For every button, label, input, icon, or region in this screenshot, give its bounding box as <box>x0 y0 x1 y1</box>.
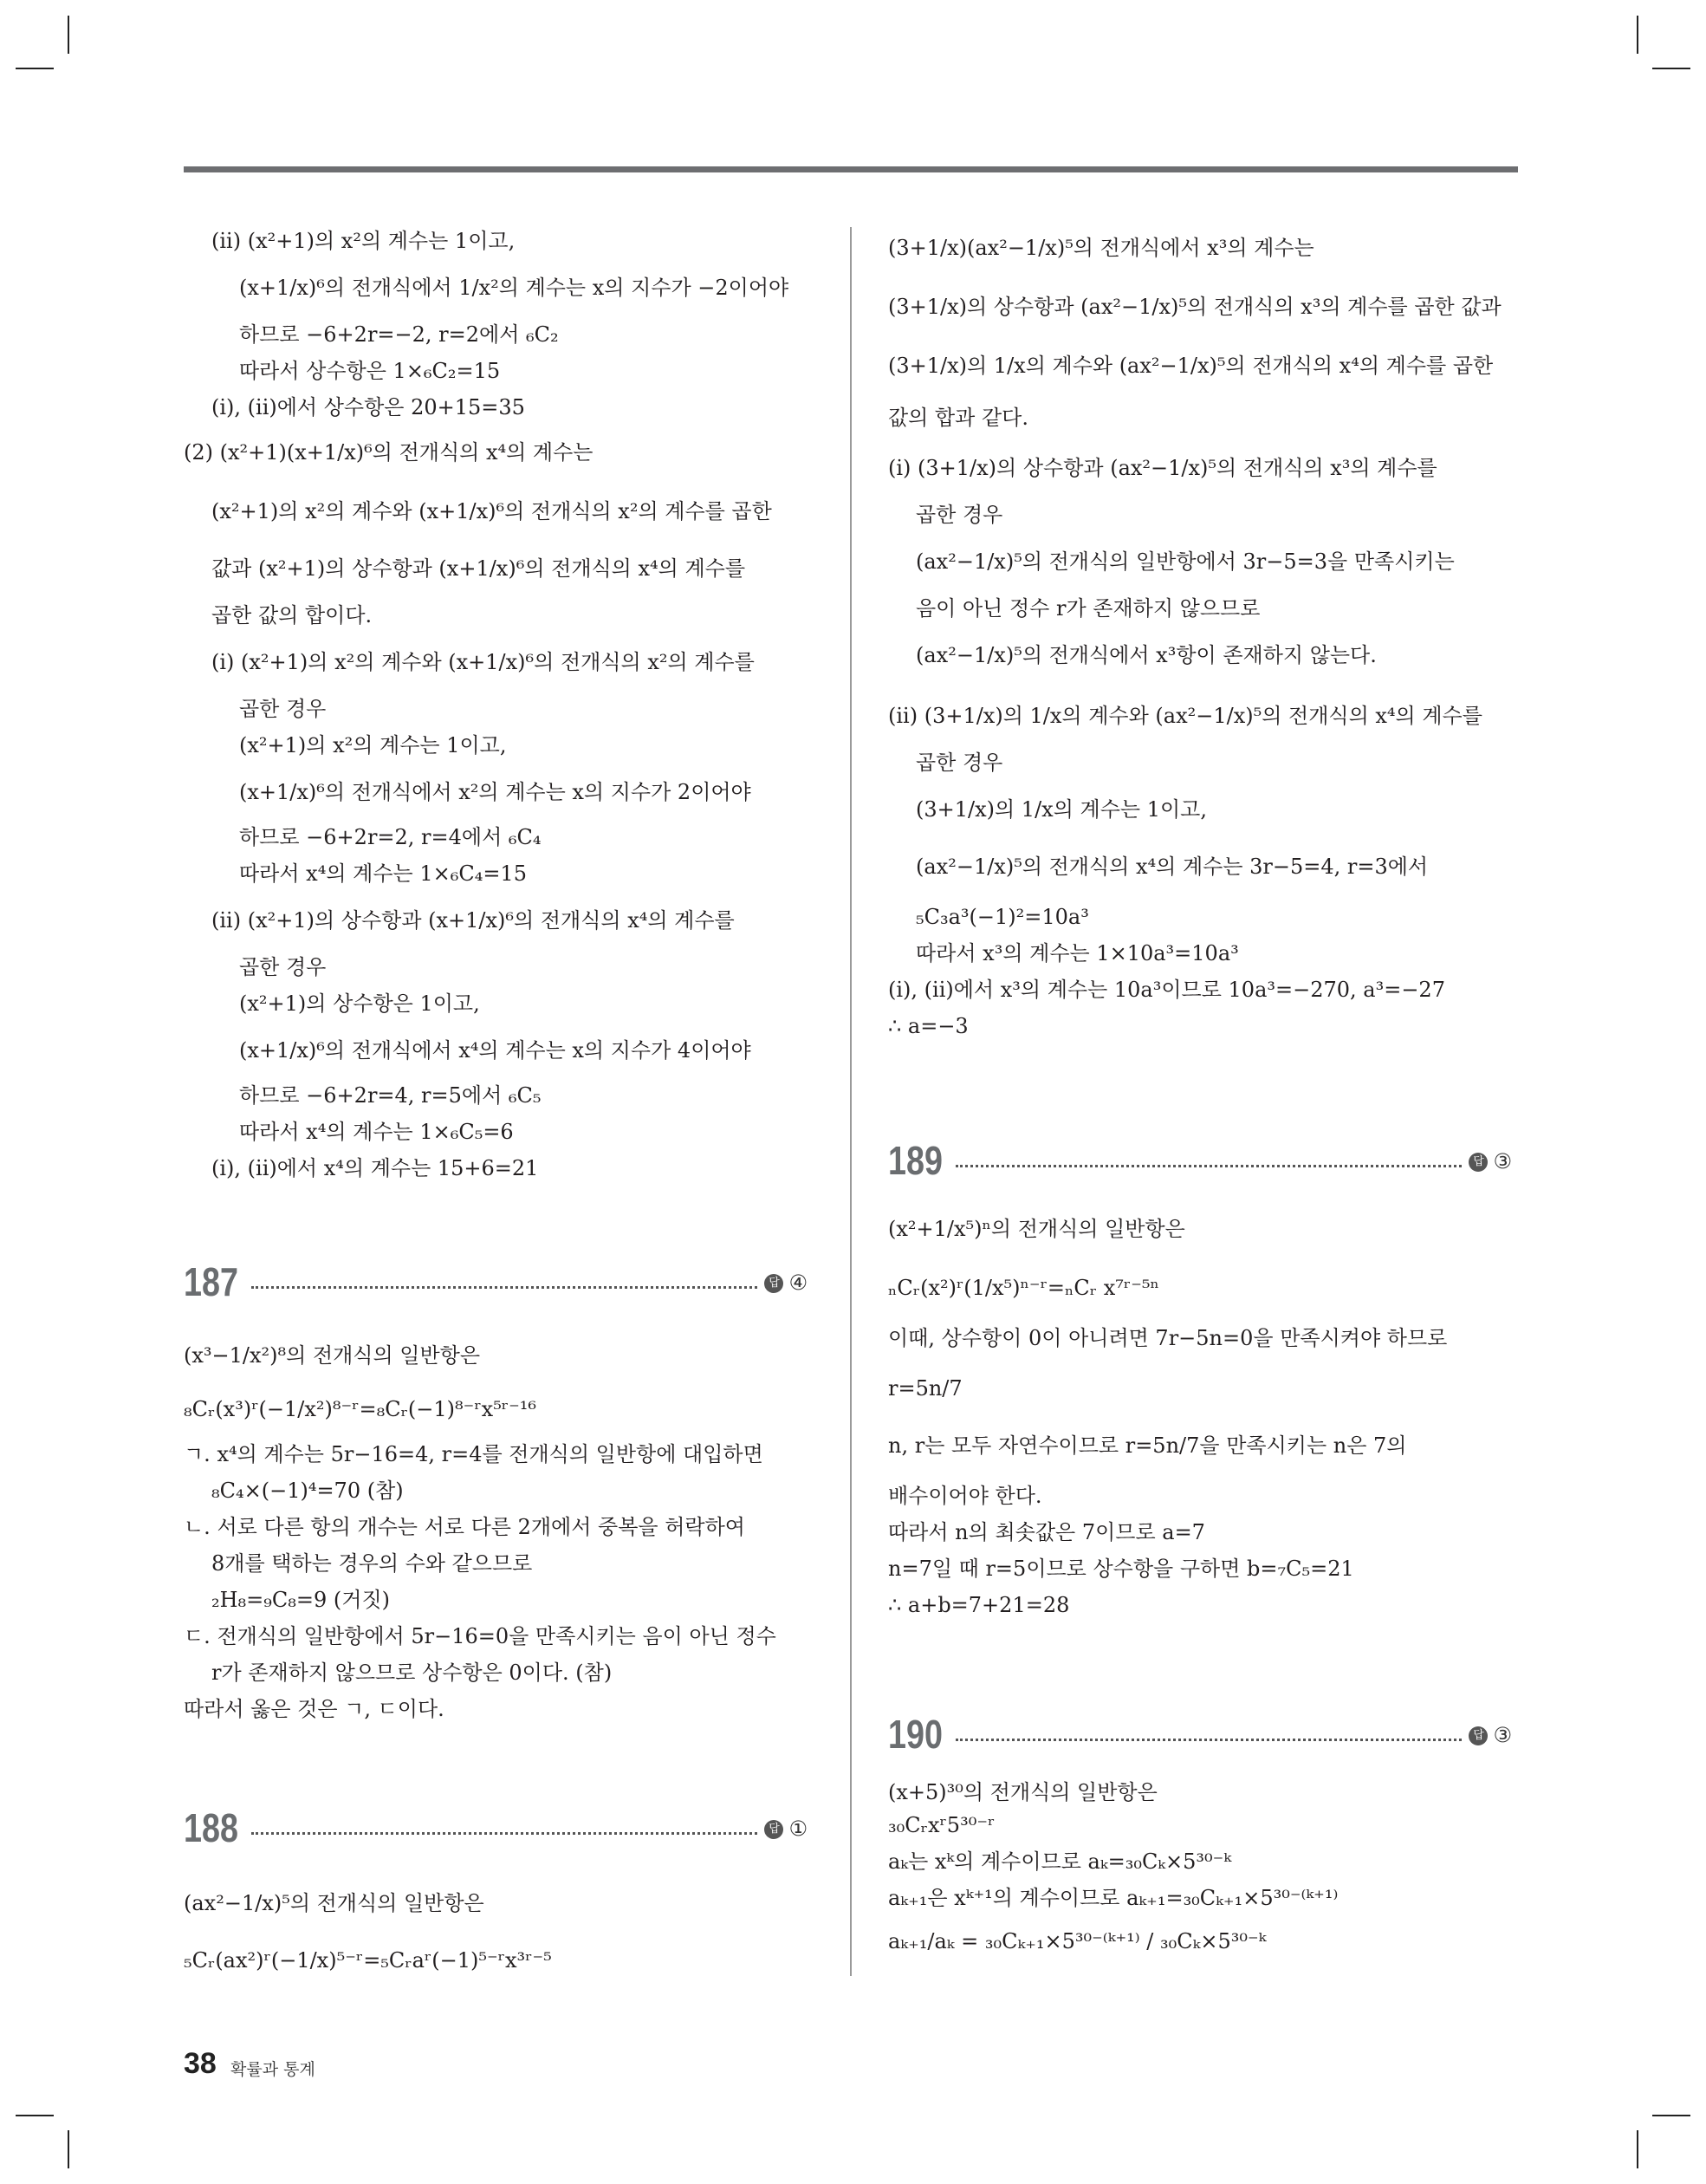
text-line: (x+1/x)⁶의 전개식에서 x⁴의 계수는 x의 지수가 4이어야 <box>239 1038 751 1063</box>
text-line: (i), (ii)에서 x³의 계수는 10a³이므로 10a³=−270, a³=−27 <box>888 978 1445 1002</box>
text-line: (x²+1)의 x²의 계수와 (x+1/x)⁶의 전개식의 x²의 계수를 곱한 <box>211 499 772 523</box>
crop-mark <box>1637 2130 1638 2168</box>
text-line: n=7일 때 r=5이므로 상수항을 구하면 b=₇C₅=21 <box>888 1557 1354 1581</box>
problem-header-190 <box>888 1711 1512 1763</box>
leader-dots <box>956 1739 1462 1741</box>
text-line: 따라서 x⁴의 계수는 1×₆C₄=15 <box>239 861 527 886</box>
crop-mark <box>16 2115 54 2116</box>
crop-mark <box>1652 2115 1690 2116</box>
text-line: (x²+1)의 x²의 계수는 1이고, <box>239 733 507 757</box>
crop-mark <box>1637 16 1638 54</box>
text-line: (3+1/x)(ax²−1/x)⁵의 전개식에서 x³의 계수는 <box>888 236 1314 260</box>
text-line: ㄷ. 전개식의 일반항에서 5r−16=0을 만족시키는 음이 아닌 정수 <box>184 1624 776 1648</box>
text-line: (ii) (x²+1)의 x²의 계수는 1이고, <box>211 229 516 253</box>
text-line: (x+1/x)⁶의 전개식에서 1/x²의 계수는 x의 지수가 −2이어야 <box>239 276 789 300</box>
text-line: 곱한 경우 <box>916 751 1003 775</box>
text-line: 음이 아닌 정수 r가 존재하지 않으므로 <box>916 596 1261 621</box>
text-line: ₈Cᵣ(x³)ʳ(−1/x²)⁸⁻ʳ=₈Cᵣ(−1)⁸⁻ʳx⁵ʳ⁻¹⁶ <box>184 1397 537 1421</box>
problem-number: 190 <box>888 1712 943 1757</box>
problem-header-189 <box>888 1137 1512 1189</box>
text-line: (ax²−1/x)⁵의 전개식의 일반항은 <box>184 1891 484 1915</box>
text-line: (x³−1/x²)⁸의 전개식의 일반항은 <box>184 1343 481 1368</box>
answer-label <box>764 1817 808 1841</box>
leader-dots <box>251 1832 757 1835</box>
text-line: ₂H₈=₉C₈=9 (거짓) <box>211 1588 390 1612</box>
text-line: ∴ a+b=7+21=28 <box>888 1593 1070 1617</box>
problem-number: 188 <box>184 1805 238 1850</box>
text-line: (i), (ii)에서 x⁴의 계수는 15+6=21 <box>211 1156 539 1180</box>
crop-mark <box>16 68 54 69</box>
book-title: 확률과 통계 <box>230 2060 315 2079</box>
text-line: ₈C₄×(−1)⁴=70 (참) <box>211 1479 404 1503</box>
text-line: 이때, 상수항이 0이 아니려면 7r−5n=0을 만족시켜야 하므로 <box>888 1326 1448 1350</box>
text-line: 곱한 경우 <box>916 503 1003 527</box>
text-line: (2) (x²+1)(x+1/x)⁶의 전개식의 x⁴의 계수는 <box>184 440 594 465</box>
answer-label <box>1469 1723 1512 1747</box>
text-line: ₅Cᵣ(ax²)ʳ(−1/x)⁵⁻ʳ=₅Cᵣaʳ(−1)⁵⁻ʳx³ʳ⁻⁵ <box>184 1948 552 1973</box>
text-line: (i) (x²+1)의 x²의 계수와 (x+1/x)⁶의 전개식의 x²의 계수를 <box>211 650 755 674</box>
answer-mark-icon: 답 <box>1469 1726 1488 1745</box>
text-line: (ii) (3+1/x)의 1/x의 계수와 (ax²−1/x)⁵의 전개식의 x⁴의 계수를 <box>888 704 1482 728</box>
text-line: 하므로 −6+2r=2, r=4에서 ₆C₄ <box>239 825 542 849</box>
text-line: ∴ a=−3 <box>888 1014 969 1038</box>
text-line: (x²+1/x⁵)ⁿ의 전개식의 일반항은 <box>888 1217 1185 1241</box>
crop-mark <box>1652 68 1690 69</box>
page-number: 38 <box>184 2047 217 2080</box>
text-line: (ax²−1/x)⁵의 전개식에서 x³항이 존재하지 않는다. <box>916 643 1377 667</box>
crop-mark <box>68 16 69 54</box>
text-line: 따라서 x⁴의 계수는 1×₆C₅=6 <box>239 1120 514 1144</box>
answer-mark-icon: 답 <box>764 1820 783 1839</box>
text-line: 배수이어야 한다. <box>888 1484 1042 1508</box>
text-line: 따라서 x³의 계수는 1×10a³=10a³ <box>916 941 1239 965</box>
leader-dots <box>251 1286 757 1289</box>
text-line: (ii) (x²+1)의 상수항과 (x+1/x)⁶의 전개식의 x⁴의 계수를 <box>211 908 735 933</box>
answer-mark-icon: 답 <box>1469 1153 1488 1172</box>
text-line: ㄴ. 서로 다른 항의 개수는 서로 다른 2개에서 중복을 허락하여 <box>184 1515 745 1539</box>
text-line: 곱한 경우 <box>239 955 327 979</box>
column-divider <box>850 227 852 1976</box>
answer-value: ③ <box>1493 1723 1512 1747</box>
text-line: (3+1/x)의 1/x의 계수는 1이고, <box>916 797 1207 822</box>
text-line: 값의 합과 같다. <box>888 406 1028 430</box>
text-line: 8개를 택하는 경우의 수와 같으므로 <box>211 1551 533 1576</box>
problem-number: 187 <box>184 1259 238 1304</box>
text-line: (x+1/x)⁶의 전개식에서 x²의 계수는 x의 지수가 2이어야 <box>239 780 751 804</box>
text-line: ₙCᵣ(x²)ʳ(1/x⁵)ⁿ⁻ʳ=ₙCᵣ x⁷ʳ⁻⁵ⁿ <box>888 1276 1159 1300</box>
text-line: (ax²−1/x)⁵의 전개식의 x⁴의 계수는 3r−5=4, r=3에서 <box>916 855 1429 879</box>
answer-label <box>764 1271 808 1295</box>
text-line: r가 존재하지 않으므로 상수항은 0이다. (참) <box>211 1661 613 1685</box>
text-line: ₅C₃a³(−1)²=10a³ <box>916 905 1089 929</box>
text-line: ₃₀Cᵣxʳ5³⁰⁻ʳ <box>888 1813 996 1837</box>
text-line: (3+1/x)의 상수항과 (ax²−1/x)⁵의 전개식의 x³의 계수를 곱한 값과 <box>888 295 1502 319</box>
answer-mark-icon: 답 <box>764 1274 783 1293</box>
text-line: aₖ₊₁/aₖ = ₃₀Cₖ₊₁×5³⁰⁻⁽ᵏ⁺¹⁾ / ₃₀Cₖ×5³⁰⁻ᵏ <box>888 1929 1267 1953</box>
answer-value: ① <box>788 1817 808 1841</box>
problem-header-187 <box>184 1258 808 1310</box>
leader-dots <box>956 1165 1462 1167</box>
problem-header-188 <box>184 1804 808 1856</box>
text-line: 따라서 옳은 것은 ㄱ, ㄷ이다. <box>184 1697 444 1721</box>
answer-value: ④ <box>788 1271 808 1295</box>
answer-label <box>1469 1149 1512 1173</box>
problem-number: 189 <box>888 1138 943 1183</box>
text-line: 하므로 −6+2r=−2, r=2에서 ₆C₂ <box>239 322 559 347</box>
text-line: ㄱ. x⁴의 계수는 5r−16=4, r=4를 전개식의 일반항에 대입하면 <box>184 1442 763 1466</box>
text-line: 곱한 값의 합이다. <box>211 603 373 627</box>
text-line: (x+5)³⁰의 전개식의 일반항은 <box>888 1780 1158 1804</box>
text-line: aₖ₊₁은 xᵏ⁺¹의 계수이므로 aₖ₊₁=₃₀Cₖ₊₁×5³⁰⁻⁽ᵏ⁺¹⁾ <box>888 1886 1339 1910</box>
text-line: (i), (ii)에서 상수항은 20+15=35 <box>211 395 525 419</box>
text-line: 곱한 경우 <box>239 697 327 721</box>
text-line: (3+1/x)의 1/x의 계수와 (ax²−1/x)⁵의 전개식의 x⁴의 계수를 곱한 <box>888 354 1494 378</box>
text-line: (x²+1)의 상수항은 1이고, <box>239 991 480 1016</box>
header-rule <box>184 166 1518 172</box>
crop-mark <box>68 2130 69 2168</box>
text-line: 값과 (x²+1)의 상수항과 (x+1/x)⁶의 전개식의 x⁴의 계수를 <box>211 556 746 581</box>
text-line: 따라서 n의 최솟값은 7이므로 a=7 <box>888 1520 1205 1544</box>
text-line: (i) (3+1/x)의 상수항과 (ax²−1/x)⁵의 전개식의 x³의 계수를 <box>888 456 1437 480</box>
text-line: aₖ는 xᵏ의 계수이므로 aₖ=₃₀Cₖ×5³⁰⁻ᵏ <box>888 1849 1232 1874</box>
text-line: n, r는 모두 자연수이므로 r=5n/7을 만족시키는 n은 7의 <box>888 1433 1407 1458</box>
answer-value: ③ <box>1493 1149 1512 1173</box>
text-line: r=5n/7 <box>888 1376 963 1401</box>
text-line: (ax²−1/x)⁵의 전개식의 일반항에서 3r−5=3을 만족시키는 <box>916 549 1455 574</box>
text-line: 하므로 −6+2r=4, r=5에서 ₆C₅ <box>239 1083 542 1108</box>
text-line: 따라서 상수항은 1×₆C₂=15 <box>239 359 501 383</box>
